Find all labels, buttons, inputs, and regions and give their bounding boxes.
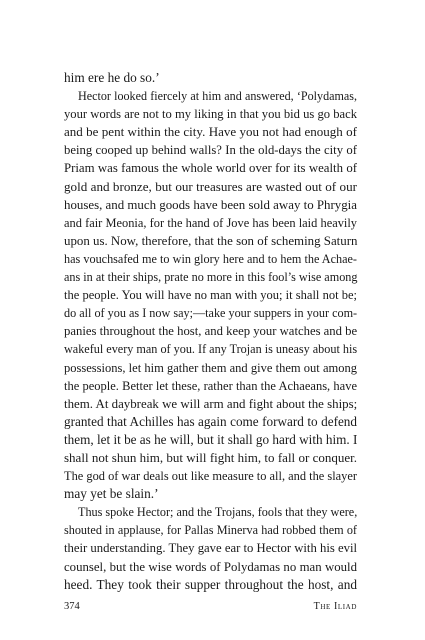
page-number: 374 — [64, 601, 80, 612]
text-line: them, let it be as he will, but it shall go hard with him. I — [64, 431, 358, 447]
text-line: has vouchsafed me to win glory here and to hem the Achae- — [64, 251, 357, 266]
text-line: being cooped up behind walls? In the old-days the city of — [64, 143, 357, 158]
text-line: Priam was famous the whole world over for its wealth of — [64, 161, 357, 176]
text-line: upon us. Now, therefore, that the son of scheming Saturn — [64, 233, 358, 248]
text-line: him ere he do so.’ — [64, 70, 160, 85]
text-line: wakeful every man of you. If any Trojan is uneasy about his — [64, 342, 358, 357]
body-text — [64, 69, 357, 594]
text-line: shouted in applause, for Pallas Minerva had robbed them of — [64, 523, 357, 538]
text-line: the people. Better let these, rather than the Achaeans, have — [64, 378, 357, 393]
text-line: Hector looked fiercely at him and answered, ‘Polydamas, — [78, 89, 357, 104]
text-line: gold and bronze, but our treasures are wasted out of our — [64, 178, 357, 194]
text-line: heed. They took their supper throughout the host, and — [64, 576, 357, 592]
text-line: Thus spoke Hector; and the Trojans, fools that they were, — [78, 505, 358, 520]
text-line: possessions, let him gather them and give them out among — [64, 360, 357, 375]
text-line: houses, and much goods have been sold away to Phrygia — [64, 197, 357, 212]
text-line: your words are not to my liking in that you bid us go back — [64, 107, 357, 122]
text-line: do all of you as I now say;—take your suppers in your com- — [64, 306, 358, 321]
text-line: the people. You will have no man with you; it shall not be; — [64, 288, 357, 303]
text-line: shall not shun him, but will fight him, to fall or conquer. — [64, 449, 357, 465]
page-footer — [64, 601, 357, 617]
running-title: The Iliad — [313, 601, 357, 612]
text-line: counsel, but the wise words of Polydamas no man would — [64, 559, 357, 574]
text-line: and be pent within the city. Have you not had enough of — [64, 124, 357, 140]
text-line: their understanding. They gave ear to Hector with his evil — [64, 541, 357, 556]
text-line: and fair Meonia, for the hand of Jove has been laid heavily — [64, 215, 357, 230]
text-line: may yet be slain.’ — [64, 486, 159, 502]
text-line: panies throughout the host, and keep your watches and be — [64, 324, 358, 339]
text-line: them. At daybreak we will arm and fight about the ships; — [64, 396, 358, 411]
text-line: granted that Achilles has again come forward to defend — [64, 413, 357, 429]
text-line: ans in at their ships, prate no more in this fool’s wise among — [64, 270, 358, 285]
text-line: The god of war deals out like measure to all, and the slayer — [64, 469, 357, 484]
